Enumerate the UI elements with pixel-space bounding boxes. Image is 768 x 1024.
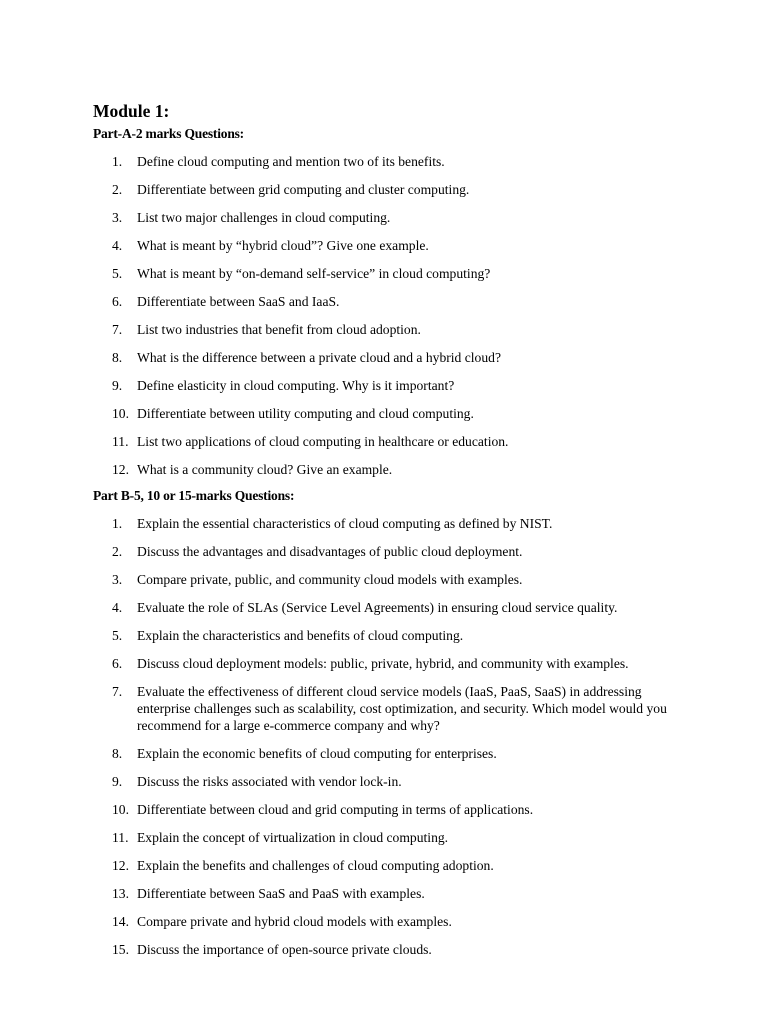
question-item [0, 627, 672, 644]
question-item [0, 745, 672, 762]
question-text: Discuss cloud deployment models: public, private, hybrid, and community with examples. [137, 656, 629, 671]
question-text: Differentiate between SaaS and IaaS. [137, 294, 340, 309]
question-item [0, 857, 672, 874]
module-title: Module 1: [93, 101, 170, 121]
question-number: 6. [112, 656, 123, 671]
question-text: List two applications of cloud computing in healthcare or education. [137, 434, 509, 449]
question-text: Define elasticity in cloud computing. Why is it important? [137, 378, 455, 393]
question-item [0, 941, 672, 958]
question-number: 1. [112, 154, 123, 169]
question-number: 2. [112, 182, 123, 197]
question-number: 12. [112, 462, 129, 477]
question-number: 10. [112, 802, 129, 817]
part-b-question-list [0, 515, 768, 969]
question-item [0, 515, 672, 532]
question-text: List two major challenges in cloud computing. [137, 210, 391, 225]
question-number: 13. [112, 886, 129, 901]
question-item [0, 571, 672, 588]
part-a-heading: Part-A-2 marks Questions: [93, 126, 244, 141]
question-text: What is the difference between a private cloud and a hybrid cloud? [137, 350, 501, 365]
question-item [0, 321, 672, 338]
question-item [0, 265, 672, 282]
question-text: Discuss the risks associated with vendor lock-in. [137, 774, 402, 789]
question-number: 4. [112, 600, 123, 615]
question-text: Differentiate between grid computing and cluster computing. [137, 182, 470, 197]
question-number: 12. [112, 858, 129, 873]
question-item [0, 405, 672, 422]
question-number: 7. [112, 322, 123, 337]
question-text: What is a community cloud? Give an example. [137, 462, 393, 477]
question-item [0, 801, 672, 818]
question-text: Discuss the advantages and disadvantages of public cloud deployment. [137, 544, 523, 559]
question-text: Explain the economic benefits of cloud computing for enterprises. [137, 746, 497, 761]
question-text: Differentiate between SaaS and PaaS with examples. [137, 886, 425, 901]
part-a-question-list [0, 153, 768, 489]
question-number: 3. [112, 572, 123, 587]
question-item [0, 377, 672, 394]
question-text: Explain the concept of virtualization in cloud computing. [137, 830, 449, 845]
question-text: Evaluate the effectiveness of different cloud service models (IaaS, PaaS, SaaS) in addressing enterprise challenges such as scalability, cost optimization, and security. Which model would you recommend for a large e-commerce company and why? [137, 684, 667, 733]
question-number: 10. [112, 406, 129, 421]
question-text: List two industries that benefit from cloud adoption. [137, 322, 421, 337]
question-number: 8. [112, 350, 123, 365]
question-text: Compare private and hybrid cloud models with examples. [137, 914, 452, 929]
question-item [0, 433, 672, 450]
question-text: Explain the benefits and challenges of cloud computing adoption. [137, 858, 494, 873]
question-item [0, 153, 672, 170]
question-number: 1. [112, 516, 123, 531]
question-item [0, 349, 672, 366]
question-item [0, 913, 672, 930]
question-item [0, 209, 672, 226]
question-item [0, 655, 672, 672]
question-number: 8. [112, 746, 123, 761]
question-number: 5. [112, 266, 123, 281]
question-item [0, 293, 672, 310]
question-item [0, 543, 672, 560]
question-item [0, 773, 672, 790]
question-text: Explain the essential characteristics of cloud computing as defined by NIST. [137, 516, 553, 531]
question-text: Compare private, public, and community cloud models with examples. [137, 572, 523, 587]
question-item [0, 885, 672, 902]
question-number: 6. [112, 294, 123, 309]
question-number: 2. [112, 544, 123, 559]
question-number: 15. [112, 942, 129, 957]
question-number: 3. [112, 210, 123, 225]
question-text: Differentiate between utility computing and cloud computing. [137, 406, 474, 421]
question-number: 5. [112, 628, 123, 643]
part-b-heading: Part B-5, 10 or 15-marks Questions: [93, 488, 295, 503]
question-text: Differentiate between cloud and grid computing in terms of applications. [137, 802, 534, 817]
question-text: Discuss the importance of open-source private clouds. [137, 942, 432, 957]
question-text: Explain the characteristics and benefits of cloud computing. [137, 628, 464, 643]
question-number: 11. [112, 434, 129, 449]
question-text: What is meant by “hybrid cloud”? Give one example. [137, 238, 429, 253]
question-item [0, 599, 672, 616]
question-item [0, 683, 672, 734]
question-number: 9. [112, 774, 123, 789]
question-item [0, 237, 672, 254]
question-number: 14. [112, 914, 129, 929]
question-text: Evaluate the role of SLAs (Service Level Agreements) in ensuring cloud service quality. [137, 600, 618, 615]
question-item [0, 829, 672, 846]
question-item [0, 461, 672, 478]
question-number: 11. [112, 830, 129, 845]
question-number: 9. [112, 378, 123, 393]
question-number: 4. [112, 238, 123, 253]
question-text: Define cloud computing and mention two of its benefits. [137, 154, 445, 169]
question-text: What is meant by “on-demand self-service” in cloud computing? [137, 266, 491, 281]
question-item [0, 181, 672, 198]
question-number: 7. [112, 684, 123, 699]
